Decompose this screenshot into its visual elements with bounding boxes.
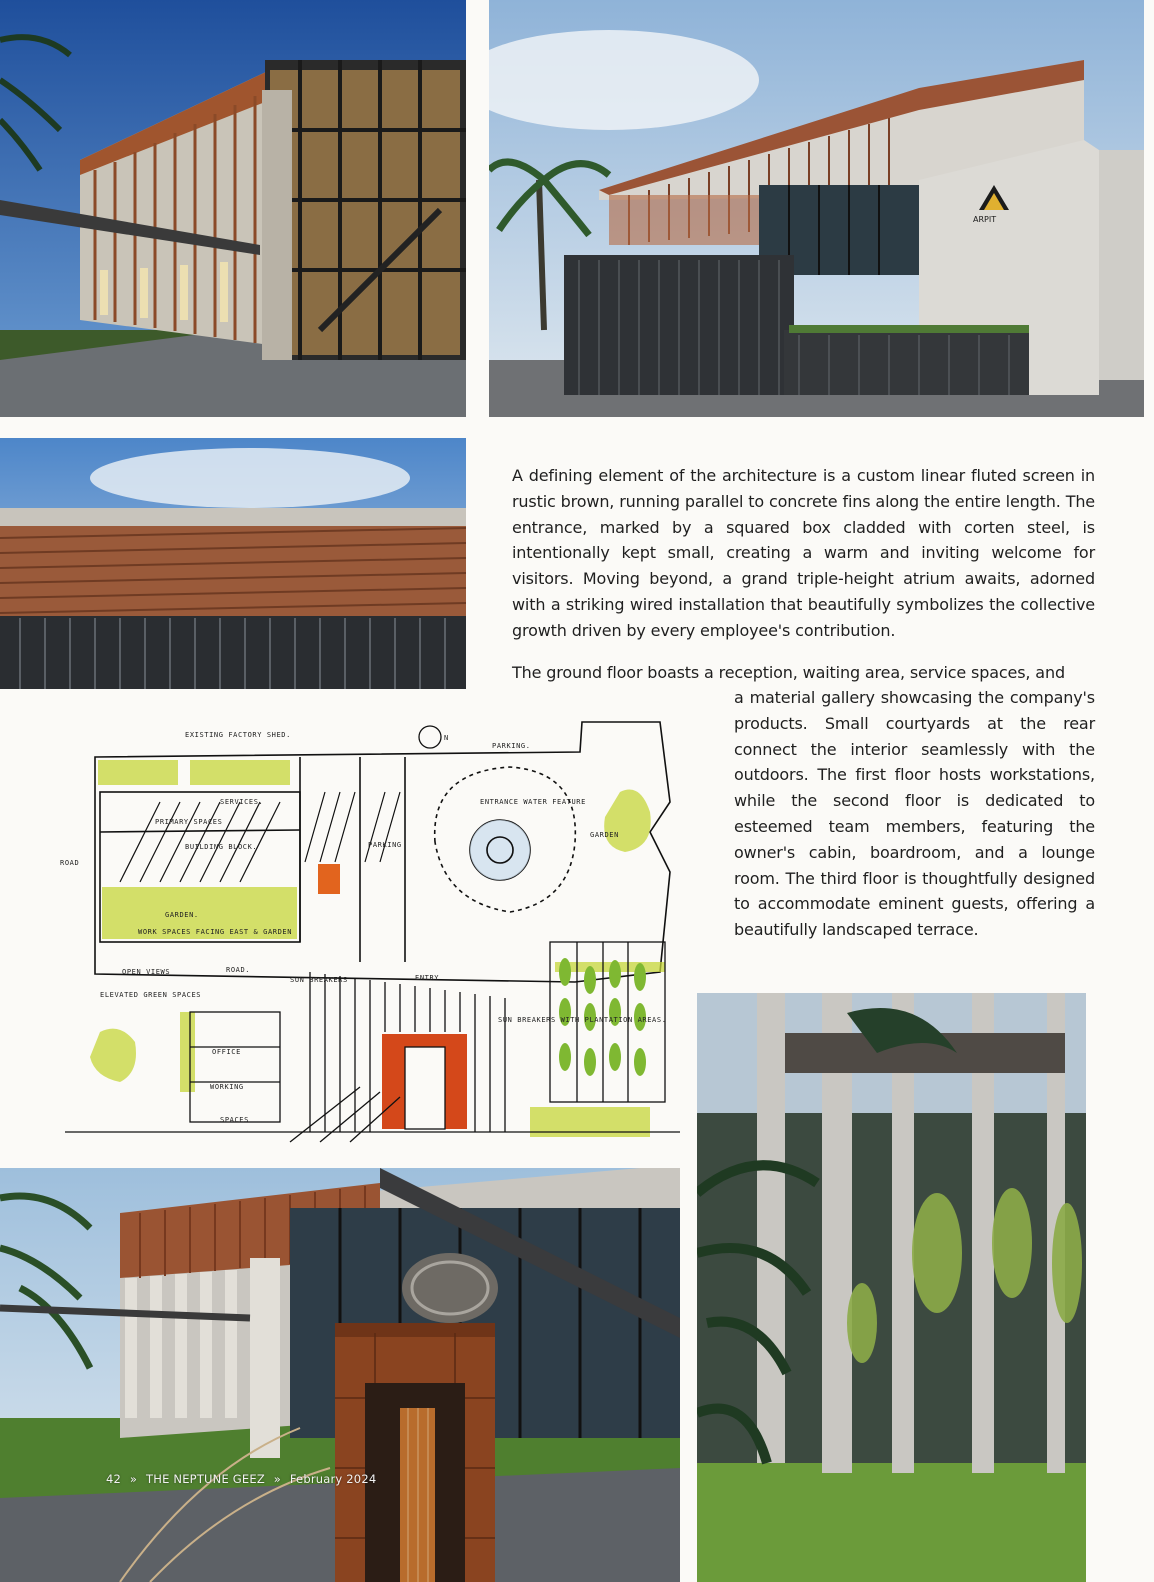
concept-sketch bbox=[60, 712, 690, 1147]
sketch-label-sun-breakers-top: SUN BREAKERS bbox=[290, 976, 348, 984]
publication-name: THE NEPTUNE GEEZ bbox=[146, 1472, 265, 1486]
sketch-label-primary-spaces: PRIMARY SPACES bbox=[155, 818, 223, 826]
sketch-label-elevated-green: ELEVATED GREEN SPACES bbox=[100, 991, 202, 999]
photo-exterior-day bbox=[489, 0, 1144, 417]
paragraph-2-lead-text: The ground floor boasts a reception, waiting area, service spaces, and bbox=[512, 663, 1065, 682]
sketch-label-open-views: OPEN VIEWS bbox=[122, 968, 171, 976]
publication-date: February 2024 bbox=[289, 1472, 377, 1486]
sketch-label-entrance-water: ENTRANCE WATER FEATURE bbox=[480, 798, 586, 806]
sketch-label-work-spaces: WORK SPACES FACING EAST & GARDEN bbox=[138, 928, 293, 936]
page-footer bbox=[106, 1472, 381, 1486]
photo-fluted-screen bbox=[0, 438, 466, 689]
footer-separator-2: » bbox=[273, 1472, 282, 1486]
sketch-label-garden: GARDEN. bbox=[165, 911, 199, 919]
building-logo-text: ARPIT bbox=[973, 215, 997, 224]
sketch-label-parking: PARKING. bbox=[492, 742, 531, 750]
sketch-label-garden-right: GARDEN bbox=[590, 831, 619, 839]
sketch-label-road-left: ROAD bbox=[60, 859, 80, 867]
sketch-label-entry: ENTRY bbox=[415, 974, 440, 982]
sketch-label-spaces: SPACES bbox=[220, 1116, 249, 1124]
sketch-label-parking-small: PARKING bbox=[368, 841, 402, 849]
sketch-label-office: OFFICE bbox=[212, 1048, 241, 1056]
sketch-label-building-block: BUILDING BLOCK. bbox=[185, 843, 258, 851]
sketch-label-services: SERVICES. bbox=[220, 798, 264, 806]
sketch-label-road: ROAD. bbox=[226, 966, 251, 974]
article-paragraph-2-rest bbox=[734, 685, 1095, 943]
sketch-label-working: WORKING bbox=[210, 1083, 244, 1091]
photo-corten-entrance bbox=[0, 1168, 680, 1582]
article-paragraph-1 bbox=[512, 463, 1095, 644]
article-paragraph-2-lead bbox=[512, 660, 1095, 686]
paragraph-2-rest-text: a material gallery showcasing the company's products. Small courtyards at the rear connect the interior seamlessly with the outdoors. The first floor hosts workstations, while the second floor is dedicated to esteemed team members, featuring the owner's cabin, boardroom, and a lounge room. The third floor is thoughtfully designed to accommodate eminent guests, offering a beautifully landscaped terrace. bbox=[734, 688, 1095, 940]
paragraph-1-text: A defining element of the architecture is a custom linear fluted screen in rustic brown, running parallel to concrete fins along the entire length. The entrance, marked by a squared box cladded with corten steel, is intentionally kept small, creating a warm and inviting welcome for visitors. Moving beyond, a grand triple-height atrium awaits, adorned with a striking wired installation that beautifully symbolizes the collective growth driven by every employee's contribution. bbox=[512, 466, 1095, 640]
sketch-label-north: N bbox=[444, 734, 449, 742]
photo-concrete-fins bbox=[697, 993, 1086, 1582]
footer-separator-1: » bbox=[129, 1472, 138, 1486]
photo-atrium-night bbox=[0, 0, 466, 417]
sketch-label-existing-factory: EXISTING FACTORY SHED. bbox=[185, 731, 291, 739]
page-number: 42 bbox=[106, 1472, 122, 1486]
sketch-label-sun-breakers-plantation: SUN BREAKERS WITH PLANTATION AREAS. bbox=[498, 1016, 667, 1024]
